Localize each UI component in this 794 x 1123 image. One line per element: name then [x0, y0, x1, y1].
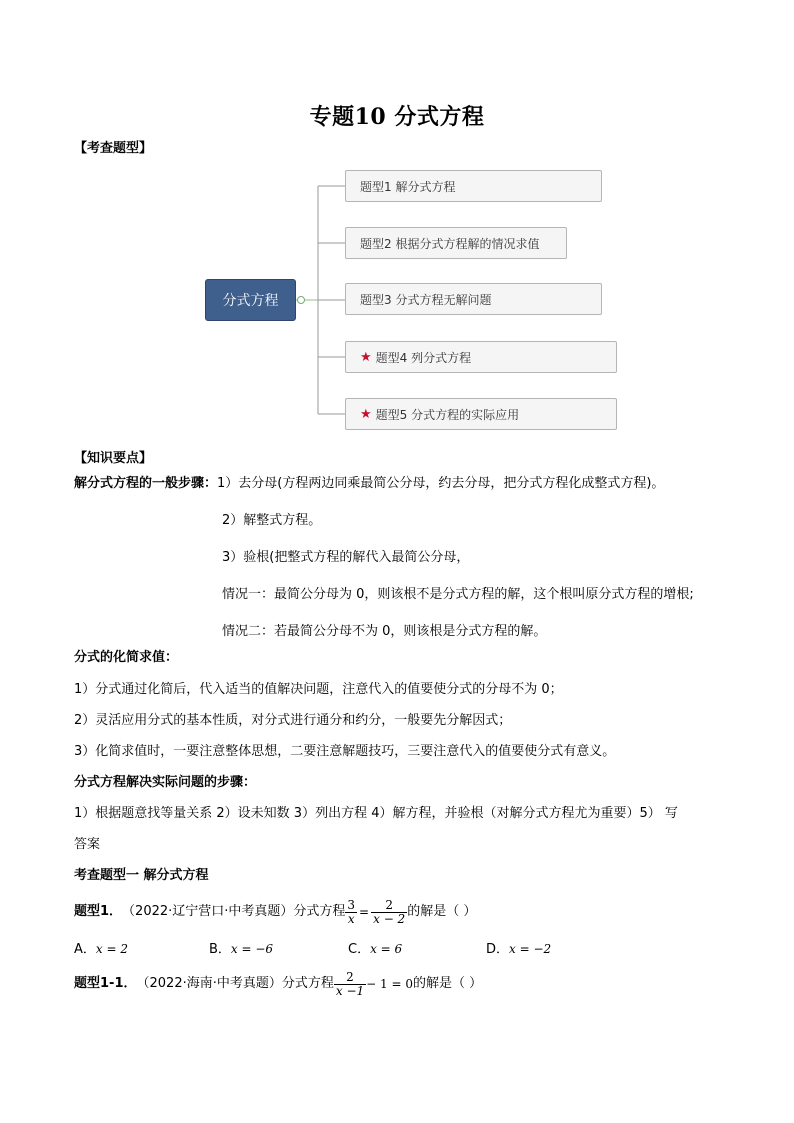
steps-case2: 情况二：若最简公分母不为 0，则该根是分式方程的解。	[222, 624, 547, 639]
option-expr: x = 2	[95, 942, 128, 956]
option-d[interactable]	[486, 940, 551, 959]
branch-label: 题型5 分式方程的实际应用	[375, 407, 520, 422]
mindmap-branch-1	[345, 170, 602, 202]
star-icon: ★	[360, 349, 372, 365]
question-source: （2022·辽宁营口·中考真题）分式方程	[122, 904, 346, 919]
simplify-item-3: 3）化简求值时，一要注意整体思想，二要注意解题技巧，三要注意代入的值要使分式有意义。	[74, 744, 616, 759]
steps-line-1	[74, 475, 664, 493]
equation-rest: − 1 = 0	[366, 977, 413, 991]
application-line-2: 答案	[74, 837, 101, 852]
option-a[interactable]	[74, 940, 128, 959]
mindmap-branch-5	[345, 398, 617, 430]
option-expr: x = −6	[230, 942, 274, 956]
fraction-denominator: x − 2	[373, 911, 406, 926]
fraction-numerator: 3	[347, 897, 356, 912]
fraction-numerator: 2	[346, 969, 354, 984]
option-letter: D．	[486, 942, 510, 957]
question-tail: 的解是（ ）	[407, 904, 477, 919]
page-title: 专题10 分式方程	[309, 104, 485, 130]
branch-label: 题型4 列分式方程	[375, 350, 472, 365]
option-b[interactable]	[209, 940, 273, 959]
star-icon: ★	[360, 406, 372, 422]
steps-step1: 1）去分母(方程两边同乘最简公分母，约去分母，把分式方程化成整式方程)。	[217, 476, 665, 491]
fraction-denominator: x	[345, 912, 357, 926]
application-heading: 分式方程解决实际问题的步骤：	[74, 775, 257, 790]
branch-label: 题型3 分式方程无解问题	[360, 292, 492, 307]
steps-case1: 情况一：最简公分母为 0，则该根不是分式方程的解，这个根叫原分式方程的增根;	[222, 587, 694, 602]
type1-heading: 考查题型一 解分式方程	[74, 868, 209, 883]
steps-lead: 解分式方程的一般步骤：	[74, 476, 218, 491]
fraction-denominator: x −1	[335, 983, 365, 998]
question-label: 题型1．	[74, 904, 123, 919]
question-label: 题型1-1．	[74, 976, 137, 991]
question-1	[74, 894, 476, 930]
fraction	[334, 971, 366, 998]
fraction-left	[345, 899, 357, 926]
simplify-item-2: 2）灵活应用分式的基本性质，对分式进行通分和约分，一般要先分解因式；	[74, 713, 512, 728]
section-heading-types: 【考查题型】	[74, 141, 153, 156]
question-2	[74, 966, 482, 1002]
option-expr: x = −2	[509, 942, 552, 956]
branch-label: 题型1 解分式方程	[360, 179, 456, 194]
option-letter: B．	[209, 942, 231, 957]
mindmap-connectors	[0, 0, 794, 440]
fraction-numerator: 2	[385, 897, 393, 912]
section-heading-knowledge: 【知识要点】	[74, 451, 153, 466]
branch-label: 题型2 根据分式方程解的情况求值	[360, 236, 540, 251]
application-line-1: 1）根据题意找等量关系 2）设未知数 3）列出方程 4）解方程，并验根（对解分式方程尤为重要）5） 写	[74, 806, 678, 821]
steps-step3: 3）验根(把整式方程的解代入最简公分母，	[222, 550, 470, 565]
mindmap-root-node: 分式方程	[205, 279, 296, 321]
steps-step2: 2）解整式方程。	[222, 513, 322, 528]
equals-sign: =	[359, 905, 370, 919]
question-tail: 的解是（ ）	[412, 976, 483, 991]
question-source: （2022·海南·中考真题）分式方程	[136, 976, 334, 991]
simplify-heading: 分式的化简求值：	[74, 650, 179, 665]
mindmap-branch-2	[345, 227, 567, 259]
option-letter: C．	[348, 942, 371, 957]
option-letter: A．	[74, 942, 96, 957]
mindmap-branch-4	[345, 341, 617, 373]
simplify-item-1: 1）分式通过化简后，代入适当的值解决问题，注意代入的值要使分式的分母不为 0；	[74, 682, 563, 697]
fraction-right	[371, 899, 407, 926]
mindmap-branch-3	[345, 283, 602, 315]
option-expr: x = 6	[370, 942, 403, 956]
option-c[interactable]	[348, 940, 402, 959]
